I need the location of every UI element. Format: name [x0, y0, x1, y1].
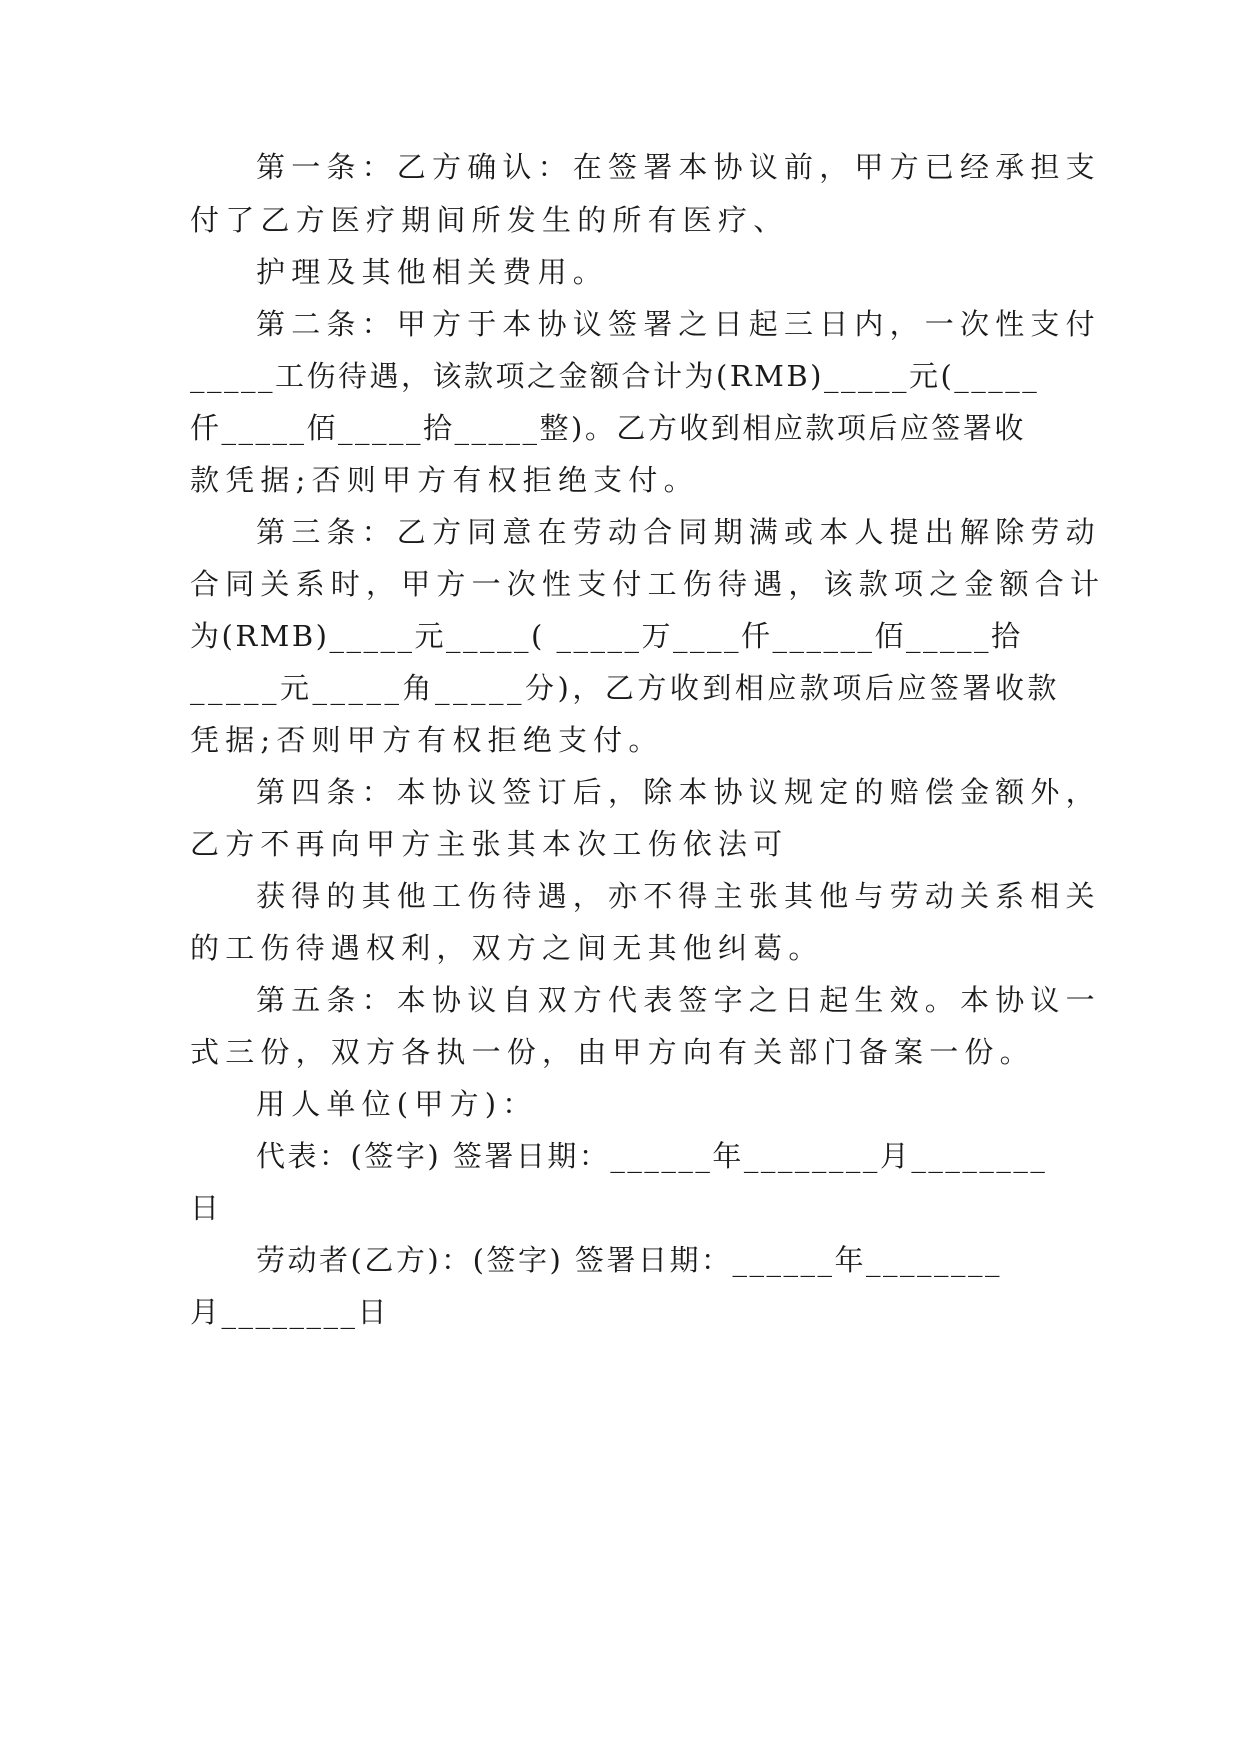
article-5-line-1: 第五条：本协议自双方代表签字之日起生效。本协议一: [256, 983, 1101, 1017]
employer-signature-line: 代表：(签字) 签署日期：______年________月________: [256, 1139, 1048, 1173]
article-1-line-2: 付了乙方医疗期间所发生的所有医疗、: [190, 203, 789, 237]
article-4-line-1: 第四条：本协议签订后，除本协议规定的赔偿金额外，: [256, 775, 1101, 809]
article-4-line-4: 的工伤待遇权利，双方之间无其他纠葛。: [190, 931, 824, 965]
article-2-line-3: 仟_____佰_____拾_____整)。乙方收到相应款项后应签署收: [190, 411, 1026, 445]
employee-signature-line: 劳动者(乙方)：(签字) 签署日期：______年________: [256, 1243, 1002, 1277]
article-1-line-1: 第一条：乙方确认：在签署本协议前，甲方已经承担支: [256, 150, 1101, 184]
employer-signature-day: 日: [190, 1191, 226, 1225]
article-1-line-3: 护理及其他相关费用。: [256, 255, 609, 289]
article-4-line-2: 乙方不再向甲方主张其本次工伤依法可: [190, 827, 789, 861]
article-3-line-4: _____元_____角_____分)，乙方收到相应款项后应签署收款: [190, 671, 1060, 705]
employee-signature-date: 月________日: [190, 1295, 390, 1329]
article-3-line-1: 第三条：乙方同意在劳动合同期满或本人提出解除劳动: [256, 515, 1101, 549]
article-2-line-2: _____工伤待遇，该款项之金额合计为(RMB)_____元(_____: [190, 359, 1040, 393]
article-2-line-4: 款凭据;否则甲方有权拒绝支付。: [190, 463, 699, 497]
article-3-line-3: 为(RMB)_____元_____( _____万____仟______佰_____拾: [190, 619, 1023, 653]
article-5-line-2: 式三份，双方各执一份，由甲方向有关部门备案一份。: [190, 1035, 1035, 1069]
employer-label: 用人单位(甲方)：: [256, 1087, 538, 1121]
article-3-line-5: 凭据;否则甲方有权拒绝支付。: [190, 723, 664, 757]
article-3-line-2: 合同关系时，甲方一次性支付工伤待遇，该款项之金额合计: [190, 567, 1106, 601]
article-4-line-3: 获得的其他工伤待遇，亦不得主张其他与劳动关系相关: [256, 879, 1101, 913]
article-2-line-1: 第二条：甲方于本协议签署之日起三日内，一次性支付: [256, 307, 1101, 341]
